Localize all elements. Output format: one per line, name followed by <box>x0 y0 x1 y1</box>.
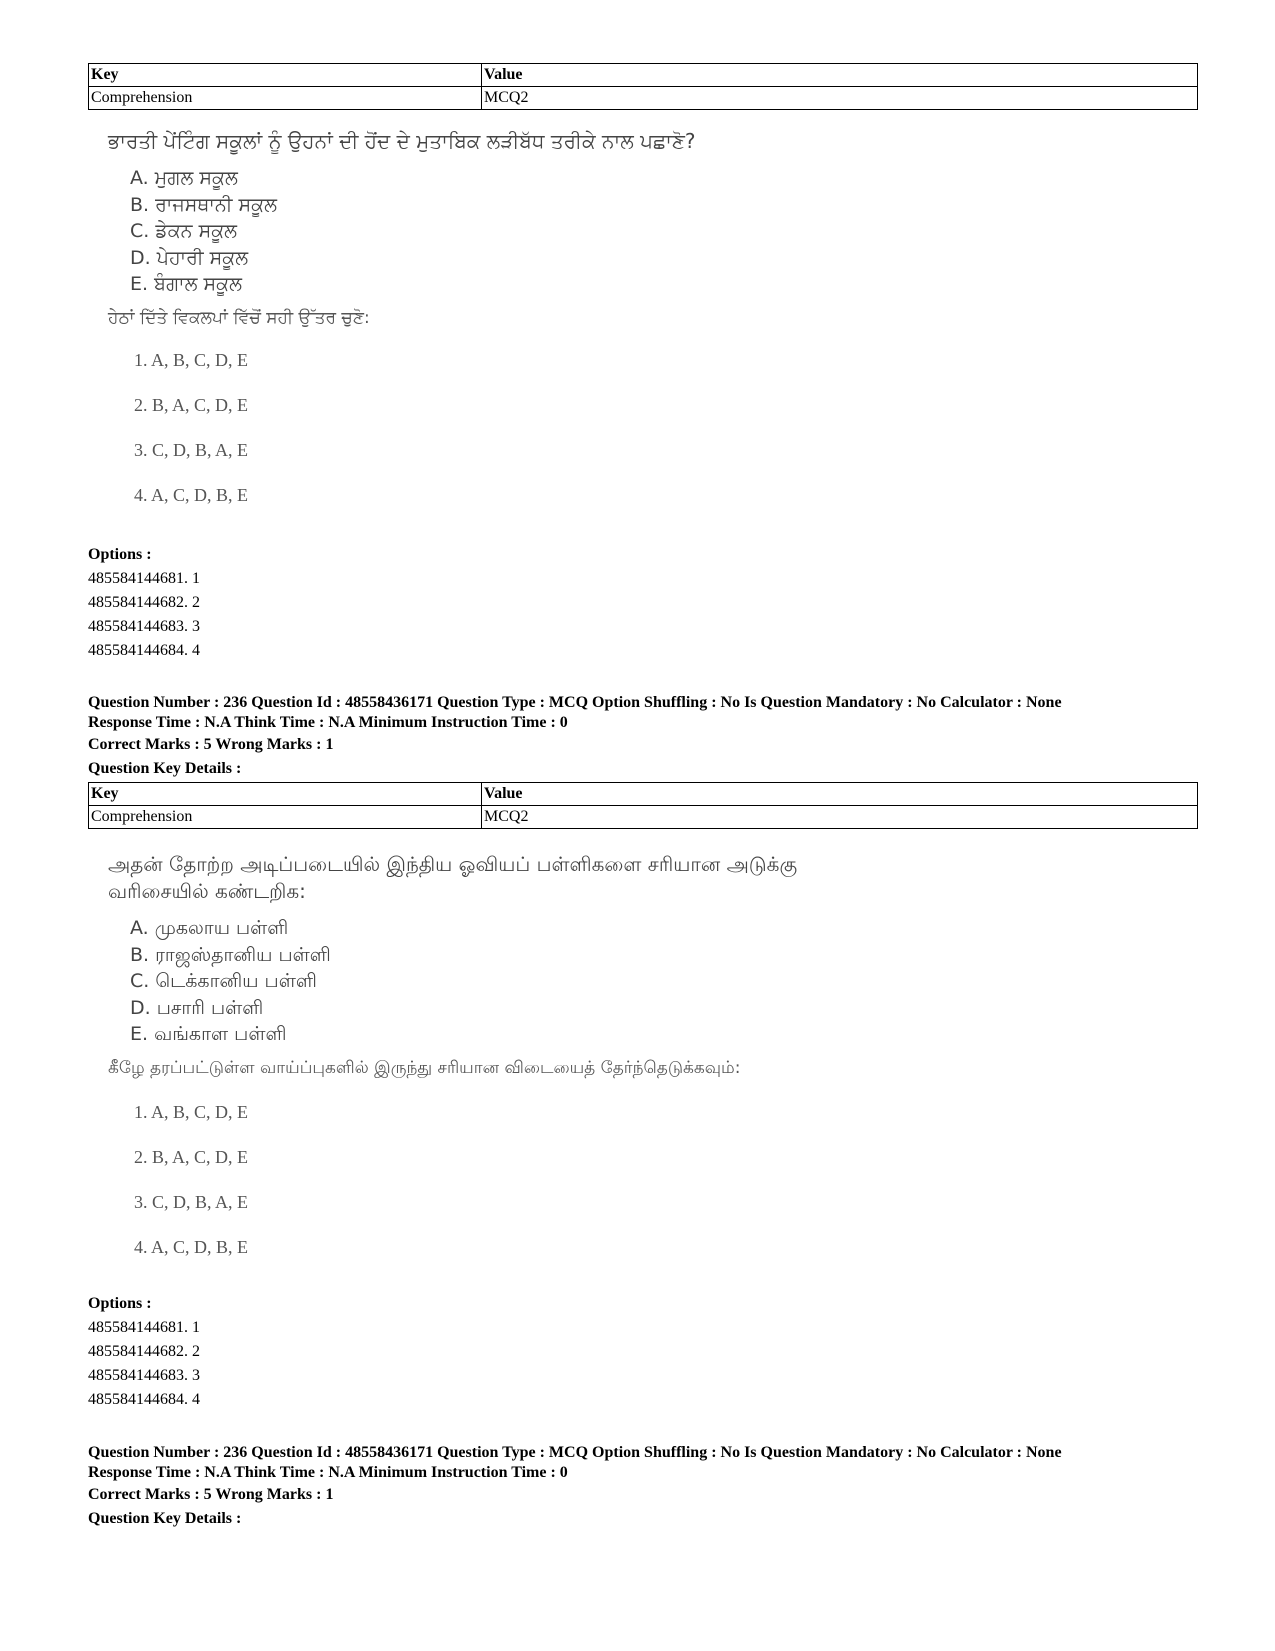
tamil-question-image <box>108 851 797 1282</box>
question-meta-line2: Response Time : N.A Think Time : N.A Minimum Instruction Time : 0 <box>88 713 568 731</box>
list-item: E. ਬੰਗਾਲ ਸਕੂਲ <box>130 273 242 295</box>
question-stem-line2: வரிசையில் கண்டறிக: <box>108 879 306 903</box>
key-details-label: Question Key Details : <box>88 1509 242 1527</box>
key-cell: Comprehension <box>89 806 482 829</box>
option-item: 485584144683. 3 <box>88 618 200 635</box>
table-header-row <box>89 64 1198 87</box>
choice-item: 2. B, A, C, D, E <box>134 394 249 415</box>
question-meta-line2: Response Time : N.A Think Time : N.A Minimum Instruction Time : 0 <box>88 1463 568 1481</box>
list-item: A. ਮੁਗਲ ਸਕੂਲ <box>130 167 238 189</box>
list-item: D. பசாரி பள்ளி <box>130 996 264 1019</box>
value-header: Value <box>482 783 1198 806</box>
choice-item: 1. A, B, C, D, E <box>134 349 249 370</box>
question-stem: ਭਾਰਤੀ ਪੇਂਟਿੰਗ ਸਕੂਲਾਂ ਨੂੰ ਉਹਨਾਂ ਦੀ ਹੋਂਦ ਦੇ ਮੁਤਾਬਿਕ ਲੜੀਬੱਧ ਤਰੀਕੇ ਨਾਲ ਪਛਾਣੋ? <box>108 129 696 153</box>
table-header-row <box>89 783 1198 806</box>
key-value-table <box>88 63 1198 110</box>
key-value-table <box>88 782 1198 829</box>
option-item: 485584144681. 1 <box>88 570 200 587</box>
question-meta-line1: Question Number : 236 Question Id : 48558436171 Question Type : MCQ Option Shuffling : No Is Question Mandatory : No Calculator : None <box>88 694 1062 711</box>
question-meta <box>88 693 1208 778</box>
option-item: 485584144682. 2 <box>88 1343 200 1360</box>
question-prompt: ਹੇਠਾਂ ਦਿੱਤੇ ਵਿਕਲਪਾਂ ਵਿੱਚੋਂ ਸਹੀ ਉੱਤਰ ਚੁਣੋ: <box>108 307 370 328</box>
list-item: E. வங்காள பள்ளி <box>130 1023 287 1045</box>
choice-item: 1. A, B, C, D, E <box>134 1101 249 1122</box>
option-item: 485584144684. 4 <box>88 642 200 659</box>
question-prompt: கீழே தரப்பட்டுள்ள வாய்ப்புகளில் இருந்து சரியான விடையைத் தேர்ந்தெடுக்கவும்: <box>108 1057 741 1078</box>
option-item: 485584144681. 1 <box>88 1319 200 1336</box>
choice-item: 4. A, C, D, B, E <box>134 484 249 505</box>
list-item: B. ராஜஸ்தானிய பள்ளி <box>130 943 331 966</box>
table-row <box>89 806 1198 829</box>
table-row <box>89 87 1198 110</box>
option-item: 485584144684. 4 <box>88 1391 200 1408</box>
marks-line: Correct Marks : 5 Wrong Marks : 1 <box>88 736 334 753</box>
option-item: 485584144683. 3 <box>88 1367 200 1384</box>
value-cell: MCQ2 <box>482 806 1198 829</box>
choice-item: 2. B, A, C, D, E <box>134 1146 249 1167</box>
choice-item: 3. C, D, B, A, E <box>134 1191 249 1212</box>
option-item: 485584144682. 2 <box>88 594 200 611</box>
options-block <box>88 1292 200 1412</box>
punjabi-question-image <box>108 128 696 530</box>
key-header: Key <box>89 783 482 806</box>
list-item: C. ਡੇਕਨ ਸਕੂਲ <box>130 220 238 242</box>
key-header: Key <box>89 64 482 87</box>
choice-item: 3. C, D, B, A, E <box>134 439 249 460</box>
question-meta-line1: Question Number : 236 Question Id : 48558436171 Question Type : MCQ Option Shuffling : No Is Question Mandatory : No Calculator : None <box>88 1444 1062 1461</box>
question-stem-line1: அதன் தோற்ற அடிப்படையில் இந்திய ஓவியப் பள்ளிகளை சரியான அடுக்கு <box>108 852 798 876</box>
options-label: Options : <box>88 546 152 563</box>
choice-item: 4. A, C, D, B, E <box>134 1236 249 1257</box>
question-meta <box>88 1443 1208 1528</box>
list-item: C. டெக்கானிய பள்ளி <box>130 970 317 992</box>
options-label: Options : <box>88 1295 152 1312</box>
key-details-label: Question Key Details : <box>88 759 242 777</box>
key-cell: Comprehension <box>89 87 482 110</box>
question-choices <box>134 1102 797 1282</box>
list-item: B. ਰਾਜਸਥਾਨੀ ਸਕੂਲ <box>130 193 277 216</box>
list-item: A. முகலாய பள்ளி <box>130 917 289 939</box>
question-choices <box>134 350 696 530</box>
options-block <box>88 543 200 663</box>
value-header: Value <box>482 64 1198 87</box>
question-items <box>130 915 797 1048</box>
marks-line: Correct Marks : 5 Wrong Marks : 1 <box>88 1486 334 1503</box>
value-cell: MCQ2 <box>482 87 1198 110</box>
question-items <box>130 165 696 298</box>
list-item: D. ਪੇਹਾਰੀ ਸਕੂਲ <box>130 246 249 269</box>
